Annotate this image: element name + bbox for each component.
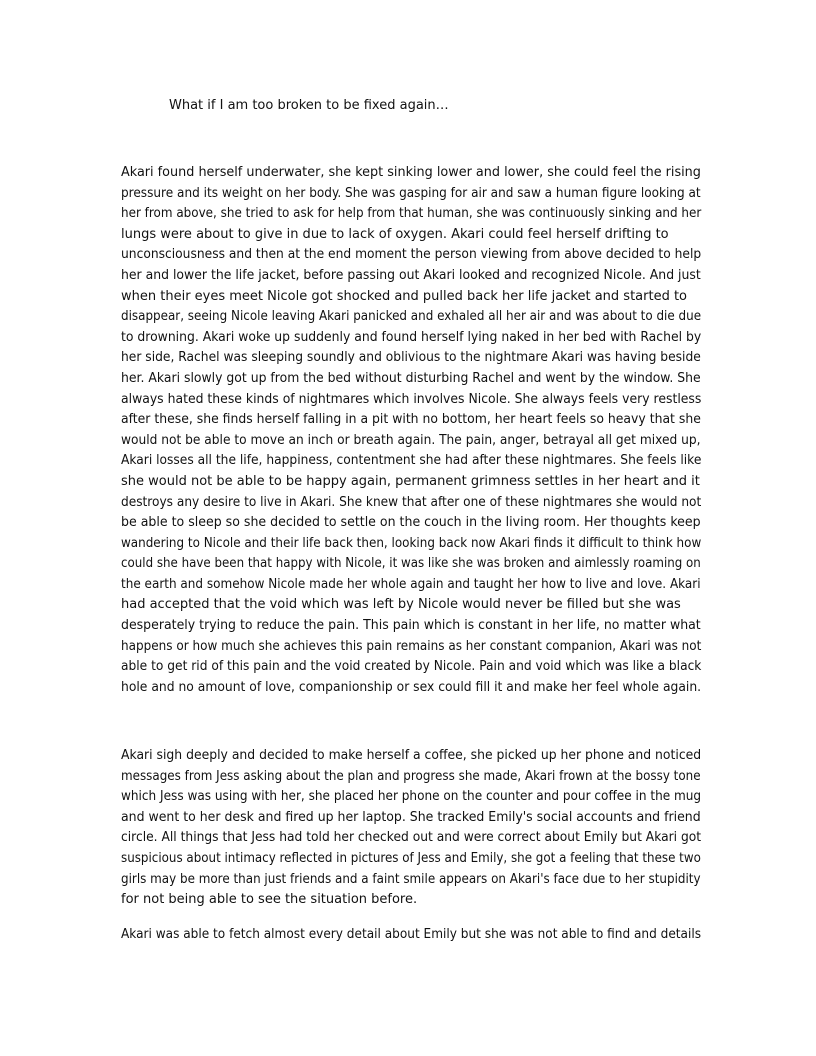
paragraph-line: her from above, she tried to ask for help from that human, she was continuously sinking and her [121, 206, 702, 222]
document-title: What if I am too broken to be fixed again… [169, 98, 449, 113]
paragraph-line: after these, she finds herself falling in a pit with no bottom, her heart feels so heavy that she [121, 412, 701, 428]
paragraph-line: hole and no amount of love, companionship or sex could fill it and make her feel whole again. [121, 679, 702, 695]
paragraph-line: to drowning. Akari woke up suddenly and found herself lying naked in her bed with Rachel by [121, 329, 702, 345]
paragraph-line: circle. All things that Jess had told her checked out and were correct about Emily but Akari got [121, 830, 702, 846]
paragraph-line: the earth and somehow Nicole made her whole again and taught her how to live and love. Akari [121, 576, 701, 592]
paragraph-line: Akari found herself underwater, she kept sinking lower and lower, she could feel the rising [121, 165, 701, 180]
paragraph-line: which Jess was using with her, she placed her phone on the counter and pour coffee in the mug [121, 789, 702, 805]
paragraph-line: would not be able to move an inch or breath again. The pain, anger, betrayal all get mixed up, [121, 432, 701, 448]
paragraph-line: able to get rid of this pain and the void created by Nicole. Pain and void which was like a black [121, 659, 702, 675]
paragraph-line: and went to her desk and fired up her laptop. She tracked Emily's social accounts and friend [121, 809, 701, 825]
paragraph-line: wandering to Nicole and their life back then, looking back now Akari finds it difficult to think how [121, 535, 702, 551]
paragraph-line: always hated these kinds of nightmares which involves Nicole. She always feels very restless [121, 391, 702, 407]
paragraph-line: Akari losses all the life, happiness, contentment she had after these nightmares. She feels like [121, 453, 702, 469]
paragraph-line: could she have been that happy with Nicole, it was like she was broken and aimlessly roaming on [121, 556, 701, 572]
paragraph-line: pressure and its weight on her body. She was gasping for air and saw a human figure looking at [121, 185, 701, 201]
paragraph-line: suspicious about intimacy reflected in pictures of Jess and Emily, she got a feeling that these two [121, 850, 701, 866]
paragraph-line: her. Akari slowly got up from the bed without disturbing Rachel and went by the window. She [121, 370, 701, 386]
paragraph-line: happens or how much she achieves this pain remains as her constant companion, Akari was not [121, 638, 702, 654]
paragraph-line: her and lower the life jacket, before passing out Akari looked and recognized Nicole. And just [121, 267, 701, 283]
paragraph-line: for not being able to see the situation before. [121, 892, 418, 908]
paragraph-line: unconsciousness and then at the end moment the person viewing from above decided to help [121, 247, 702, 263]
paragraph-line: had accepted that the void which was left by Nicole would never be filled but she was [121, 597, 681, 613]
paragraph-line: girls may be more than just friends and a faint smile appears on Akari's face due to her stupidity [121, 871, 701, 887]
paragraph-line: her side, Rachel was sleeping soundly and oblivious to the nightmare Akari was having beside [121, 350, 701, 366]
paragraph-1 [121, 163, 701, 698]
paragraph-3 [121, 925, 701, 946]
paragraph-line: Akari was able to fetch almost every detail about Emily but she was not able to find and details [121, 927, 702, 942]
paragraph-line: messages from Jess asking about the plan and progress she made, Akari frown at the bossy tone [121, 768, 701, 784]
paragraph-line: lungs were about to give in due to lack of oxygen. Akari could feel herself drifting to [121, 226, 669, 242]
paragraph-line: Akari sigh deeply and decided to make herself a coffee, she picked up her phone and noticed [121, 748, 702, 763]
paragraph-line: she would not be able to be happy again, permanent grimness settles in her heart and it [121, 473, 700, 489]
paragraph-line: be able to sleep so she decided to settle on the couch in the living room. Her thoughts keep [121, 515, 701, 531]
paragraph-line: disappear, seeing Nicole leaving Akari panicked and exhaled all her air and was about to die due [121, 309, 702, 325]
paragraph-line: desperately trying to reduce the pain. This pain which is constant in her life, no matter what [121, 618, 701, 634]
paragraph-2 [121, 746, 701, 911]
paragraph-line: destroys any desire to live in Akari. She knew that after one of these nightmares she would not [121, 494, 702, 510]
paragraph-line: when their eyes meet Nicole got shocked and pulled back her life jacket and started to [121, 288, 688, 304]
